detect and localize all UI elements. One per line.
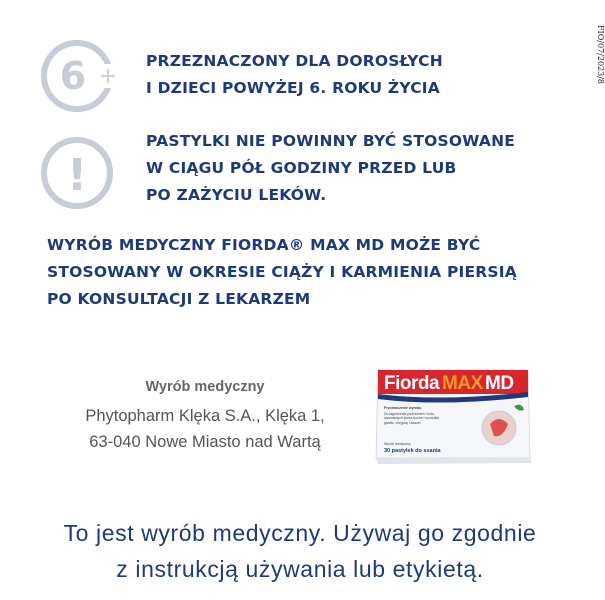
- footer-notice: [0, 515, 600, 587]
- age-line-2: I DZIECI POWYŻEJ 6. ROKU ŻYCIA: [146, 79, 440, 97]
- manufacturer-block: [60, 379, 350, 455]
- box-subtitle: Przeznaczenie wyrobu: [384, 406, 422, 410]
- product-box-image: [372, 366, 532, 466]
- age-icon-number: 6: [59, 54, 87, 98]
- pregnancy-line-1: WYRÓB MEDYCZNY FIORDA® MAX MD MOŻE BYĆ: [47, 236, 481, 254]
- age-info-text: [146, 48, 443, 102]
- pregnancy-info-text: [47, 232, 517, 313]
- manufacturer-title: Wyrób medyczny: [145, 379, 265, 395]
- footer-line-2: z instrukcją używania lub etykietą.: [116, 556, 484, 582]
- pregnancy-line-3: PO KONSULTACJI Z LEKARZEM: [47, 290, 311, 308]
- brand-name-fiorda: Fiorda: [384, 373, 440, 394]
- manufacturer-address-line-1: Phytopharm Klęka S.A., Klęka 1,: [85, 407, 325, 425]
- warning-icon-mark: !: [66, 150, 88, 201]
- manufacturer-address-line-2: 63-040 Nowe Miasto nad Wartą: [89, 433, 321, 451]
- warning-line-3: PO ZAŻYCIU LEKÓW.: [146, 186, 327, 204]
- brand-name-max: MAX: [442, 373, 483, 394]
- side-document-code: FIO/07/2023/8: [596, 25, 605, 84]
- warning-line-2: W CIĄGU PÓŁ GODZINY PRZED LUB: [146, 159, 457, 177]
- age-icon-plus: +: [98, 64, 118, 89]
- box-count-label: 30 pastylek do ssania: [384, 448, 441, 454]
- box-description: Do łagodzenia podrażnień i bólu, wywołanych przez suche i szorstkie gardło, chrypkę i kaszel: [384, 412, 440, 425]
- brand-name-md: MD: [485, 373, 514, 394]
- warning-text: [146, 128, 515, 209]
- footer-line-1: To jest wyrób medyczny. Używaj go zgodnie: [63, 520, 537, 546]
- pregnancy-line-2: STOSOWANY W OKRESIE CIĄŻY I KARMIENIA PIERSIĄ: [47, 263, 517, 281]
- warning-exclamation-icon: [37, 133, 117, 213]
- warning-line-1: PASTYLKI NIE POWINNY BYĆ STOSOWANE: [146, 132, 516, 150]
- box-type-label: Wyrób medyczny: [384, 442, 411, 446]
- age-line-1: PRZEZNACZONY DLA DOROSŁYCH: [146, 52, 443, 70]
- age-6-plus-icon: [37, 36, 117, 116]
